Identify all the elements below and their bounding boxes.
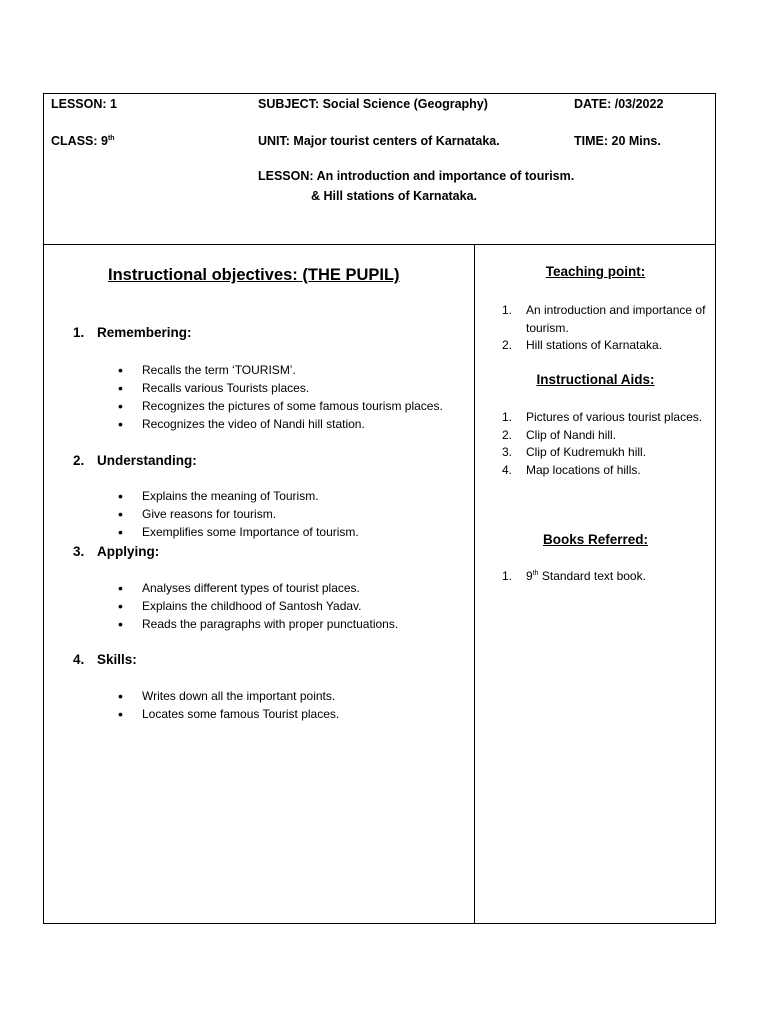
class-label: CLASS: 9 <box>51 134 108 148</box>
class <box>51 134 115 148</box>
list-item: • Writes down all the important points. <box>118 687 339 705</box>
lesson-number: LESSON: 1 <box>51 97 117 111</box>
lesson-topic-line-1: LESSON: An introduction and importance of tourism. <box>258 169 575 183</box>
item-number: 3. <box>502 445 513 459</box>
section-heading: Skills: <box>97 652 137 667</box>
section-number: 2. <box>73 453 85 468</box>
resources-column <box>475 245 716 924</box>
instructional-aids-title: Instructional Aids: <box>536 372 655 387</box>
lesson-topic-line-2: & Hill stations of Karnataka. <box>311 189 478 203</box>
applying-list <box>118 579 398 633</box>
lesson-header <box>44 94 715 245</box>
books-referred-title: Books Referred: <box>542 532 649 547</box>
objectives-title: Instructional objectives: (THE PUPIL) <box>108 266 400 284</box>
lesson-plan-sheet <box>43 93 716 924</box>
list-item <box>502 568 716 586</box>
list-item <box>502 427 716 445</box>
list-item: • Explains the childhood of Santosh Yadav. <box>118 597 398 615</box>
list-item <box>502 462 716 480</box>
list-item: • Give reasons for tourism. <box>118 505 359 523</box>
item-number: 1. <box>502 303 513 317</box>
list-item: • Exemplifies some Importance of tourism. <box>118 523 359 541</box>
list-item: • Recognizes the pictures of some famous tourism places. <box>118 397 443 415</box>
section-number: 1. <box>73 325 85 340</box>
section-applying <box>73 544 159 559</box>
section-understanding <box>73 453 197 468</box>
remembering-list <box>118 361 443 433</box>
item-text: Hill stations of Karnataka. <box>526 338 663 352</box>
list-item <box>502 409 716 427</box>
objectives-column <box>44 245 474 924</box>
section-number: 4. <box>73 652 85 667</box>
item-text: Clip of Kudremukh hill. <box>526 445 647 459</box>
item-text: Pictures of various tourist places. <box>526 410 703 424</box>
list-item <box>502 444 716 462</box>
item-number: 2. <box>502 338 513 352</box>
time: TIME: 20 Mins. <box>574 134 661 148</box>
class-superscript: th <box>107 134 115 142</box>
section-remembering <box>73 325 192 340</box>
list-item <box>502 337 716 355</box>
skills-list <box>118 687 339 723</box>
understanding-list <box>118 487 359 541</box>
list-item: • Recalls the term ‘TOURISM’. <box>118 361 443 379</box>
date: DATE: /03/2022 <box>574 97 664 111</box>
item-number: 1. <box>502 569 513 583</box>
list-item: • Locates some famous Tourist places. <box>118 705 339 723</box>
item-text: Clip of Nandi hill. <box>526 427 617 442</box>
list-item: • Recognizes the video of Nandi hill station. <box>118 415 443 433</box>
item-number: 1. <box>502 410 513 424</box>
list-item: • Reads the paragraphs with proper punctuations. <box>118 615 398 633</box>
list-item: • Explains the meaning of Tourism. <box>118 487 359 505</box>
section-number: 3. <box>73 544 85 559</box>
list-item: • Analyses different types of tourist places. <box>118 579 398 597</box>
item-number: 2. <box>502 427 513 442</box>
books-referred-list <box>502 568 716 586</box>
teaching-point-title: Teaching point: <box>545 264 646 279</box>
list-item: • Recalls various Tourists places. <box>118 379 443 397</box>
section-heading: Applying: <box>97 544 160 559</box>
teaching-point-list <box>502 302 716 355</box>
item-text: Map locations of hills. <box>526 462 641 477</box>
section-skills <box>73 652 137 667</box>
item-prefix: 9 <box>526 569 533 583</box>
item-superscript: th <box>532 570 539 577</box>
list-item <box>502 302 716 337</box>
subject: SUBJECT: Social Science (Geography) <box>258 97 488 111</box>
section-heading: Understanding: <box>97 453 197 468</box>
section-heading: Remembering: <box>97 325 192 340</box>
unit: UNIT: Major tourist centers of Karnataka. <box>258 134 500 148</box>
item-number: 4. <box>502 462 513 477</box>
item-text: Standard text book. <box>538 569 646 583</box>
item-text: An introduction and importance of tourism. <box>526 303 706 335</box>
instructional-aids-list <box>502 409 716 479</box>
